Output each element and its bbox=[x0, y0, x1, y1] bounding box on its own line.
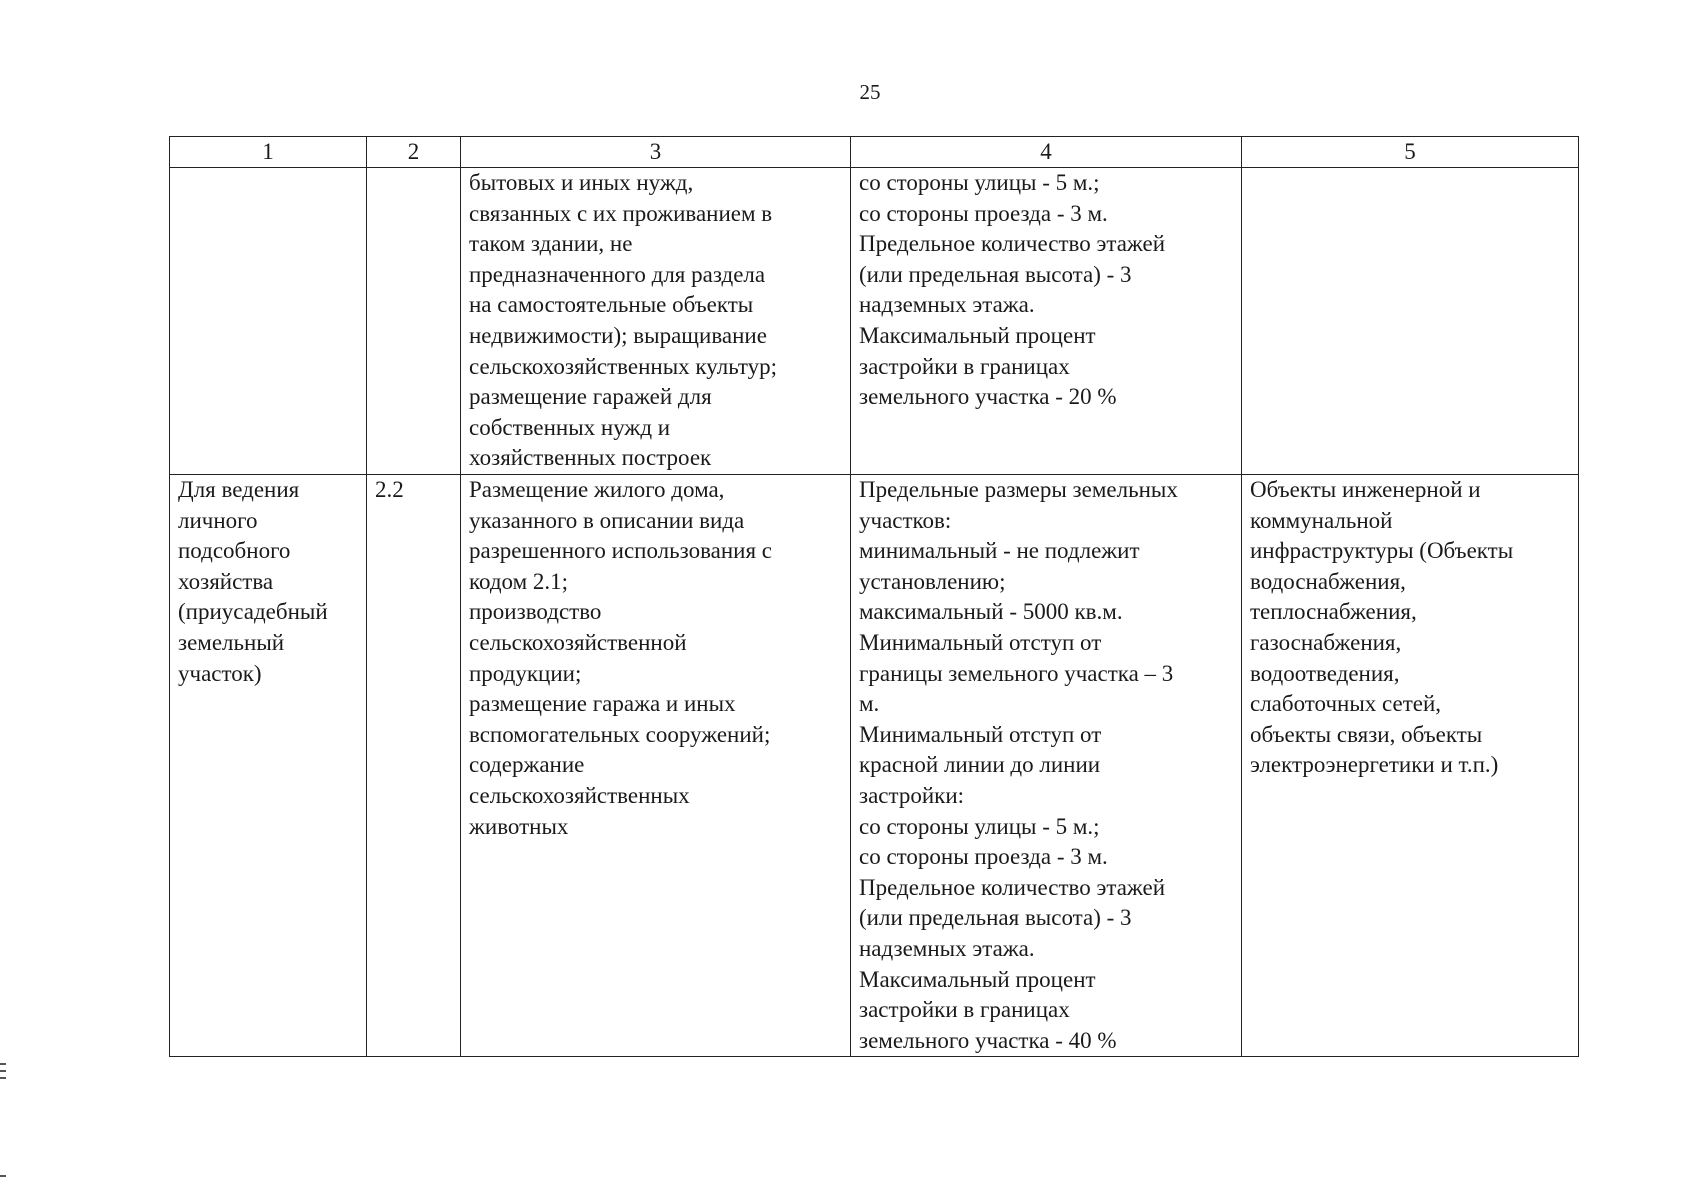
binding-margin-mark bbox=[0, 1077, 6, 1079]
table-row bbox=[170, 475, 1579, 1057]
table-row bbox=[170, 168, 1579, 475]
column-header-1: 1 bbox=[170, 137, 367, 168]
use-code-cell: 2.2 bbox=[367, 475, 461, 1057]
table-header-row bbox=[170, 137, 1579, 168]
use-code-cell bbox=[367, 168, 461, 475]
binding-margin-mark bbox=[0, 1063, 6, 1065]
binding-margin-mark bbox=[0, 1070, 6, 1072]
binding-margin-mark bbox=[0, 1175, 6, 1177]
permitted-use-name-cell bbox=[170, 168, 367, 475]
construction-parameters-cell: со стороны улицы - 5 м.; со стороны проезда - 3 м. Предельное количество этажей (или предельная высота) - 3 надземных этажа. Максимальный процент застройки в границах земельного участка - 20 % bbox=[851, 168, 1242, 475]
land-use-regulations-table bbox=[169, 136, 1579, 1057]
infrastructure-cell: Объекты инженерной и коммунальной инфраструктуры (Объекты водоснабжения, теплоснабжения, газоснабжения, водоотведения, слаботочных сетей, объекты связи, объекты электроэнергетики и т.п.) bbox=[1242, 475, 1579, 1057]
construction-parameters-cell: Предельные размеры земельных участков: минимальный - не подлежит установлению; максимальный - 5000 кв.м. Минимальный отступ от границы земельного участка – 3 м. Минимальный отступ от красной линии до линии застройки: со стороны улицы - 5 м.; со стороны проезда - 3 м. Предельное количество этажей (или предельная высота) - 3 надземных этажа. Максимальный процент застройки в границах земельного участка - 40 % bbox=[851, 475, 1242, 1057]
permitted-use-name-cell: Для ведения личного подсобного хозяйства (приусадебный земельный участок) bbox=[170, 475, 367, 1057]
page-number: 25 bbox=[859, 80, 881, 104]
column-header-4: 4 bbox=[851, 137, 1242, 168]
use-description-cell: Размещение жилого дома, указанного в описании вида разрешенного использования с кодом 2.1; производство сельскохозяйственной продукции; размещение гаража и иных вспомогательных сооружений; содержание сельскохозяйственных животных bbox=[461, 475, 851, 1057]
infrastructure-cell bbox=[1242, 168, 1579, 475]
column-header-5: 5 bbox=[1242, 137, 1579, 168]
use-description-cell: бытовых и иных нужд, связанных с их проживанием в таком здании, не предназначенного для раздела на самостоятельные объекты недвижимости); выращивание сельскохозяйственных культур; размещение гаражей для собственных нужд и хозяйственных построек bbox=[461, 168, 851, 475]
column-header-2: 2 bbox=[367, 137, 461, 168]
column-header-3: 3 bbox=[461, 137, 851, 168]
